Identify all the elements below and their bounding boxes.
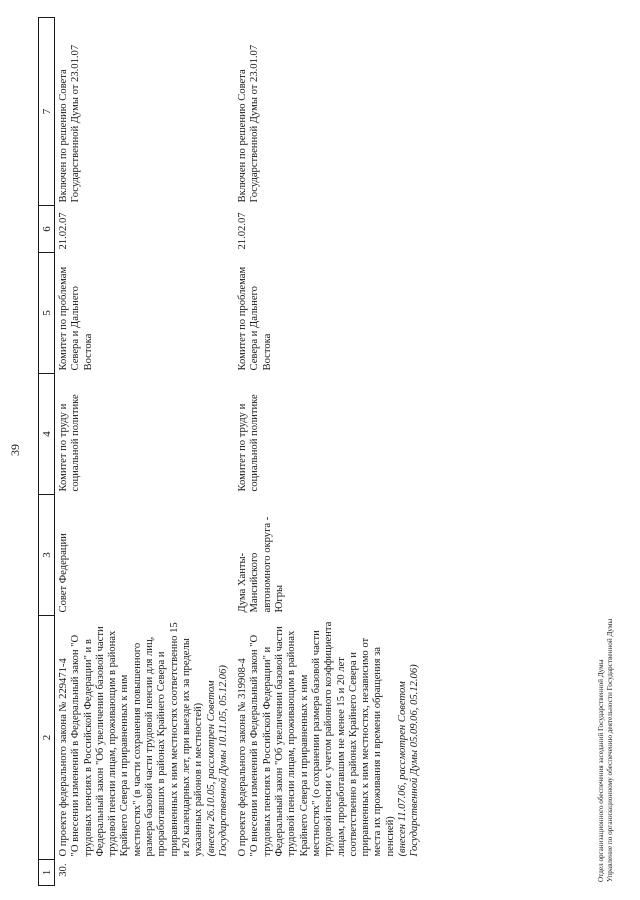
column-header-5: 5 [39,253,55,374]
column-header-6: 6 [39,206,55,253]
table-header-row [39,18,55,886]
table-row [55,18,235,886]
responsible-committee: Комитет по труду и социальной политике [237,394,261,492]
bill-description [234,616,425,860]
row-number: 30. [58,863,69,877]
review-date: 21.02.07 [237,212,249,250]
table-row [234,18,425,886]
page-number: 39 [8,444,22,456]
inclusion-decision: Включен по решению Совета Государственной Думы от 23.01.07 [237,44,261,203]
row-number [234,860,425,886]
responsible-committee: Комитет по труду и социальной политике [58,394,82,492]
initiator: Дума Ханты-Мансийского автономного округа - Югры [237,516,286,613]
co-committee: Комитет по проблемам Севера и Дальнего Востока [237,266,273,371]
bill-title: О проекте федерального закона № 229471-4 [58,658,69,857]
footer-directorate: Управление по организационному обеспечению деятельности Государственной Думы [606,618,614,882]
column-header-2: 2 [39,616,55,860]
inclusion-decision: Включен по решению Совета Государственной Думы от 23.01.07 [58,44,82,203]
column-header-4: 4 [39,374,55,495]
bill-description [55,616,235,860]
review-date: 21.02.07 [58,212,69,250]
bill-note: (внесен 26.10.05, рассмотрен Советом Государственной Думы 10.11.05, 05.12.06) [205,665,229,857]
bill-title: О проекте федерального закона № 319908-4 [237,658,249,857]
initiator: Совет Федерации [58,533,69,613]
column-header-7: 7 [39,18,55,206]
bill-body: "О внесении изменений в Федеральный закон "О трудовых пенсиях в Российской Федерации" и в Федеральный закон "Об увеличении базовой части трудовой пенсии лицам, проживающим в районах Крайнего Севера и приравненных к ним местностях" (в части сохранения повышенного размера базовой части трудовой пенсии для лиц, проработавших в районах Крайнего Севера и приравненных к ним местностях соответственно 15 и 20 календарных лет, при выезде их за пределы указанных районов и местностей) [70,622,205,857]
bill-body: "О внесении изменений в Федеральный закон "О трудовых пенсиях в Российской Федерации" и Федеральный закон "Об увеличении базовой части трудовой пенсии лицам, проживающим в районах Крайнего Севера и приравненных к ним местностях" (о сохранении размера базовой части трудовой пенсии с учетом районного коэффициента лицам, проработавшим не менее 15 и 20 лет соответственно в районах Крайнего Севера и приравненных к ним местностях, независимо от места их проживания и времени обращения за пенсией) [249,621,396,857]
column-header-3: 3 [39,495,55,616]
footer-department: Отдел организационного обеспечения заседаний Государственной Думы [597,659,605,882]
co-committee: Комитет по проблемам Севера и Дальнего Востока [58,266,94,371]
bill-note: (внесен 11.07.06, рассмотрен Советом Государственной Думы 05.09.06, 05.12.06) [397,664,421,857]
column-header-1: 1 [39,860,55,886]
bills-table [38,17,426,886]
